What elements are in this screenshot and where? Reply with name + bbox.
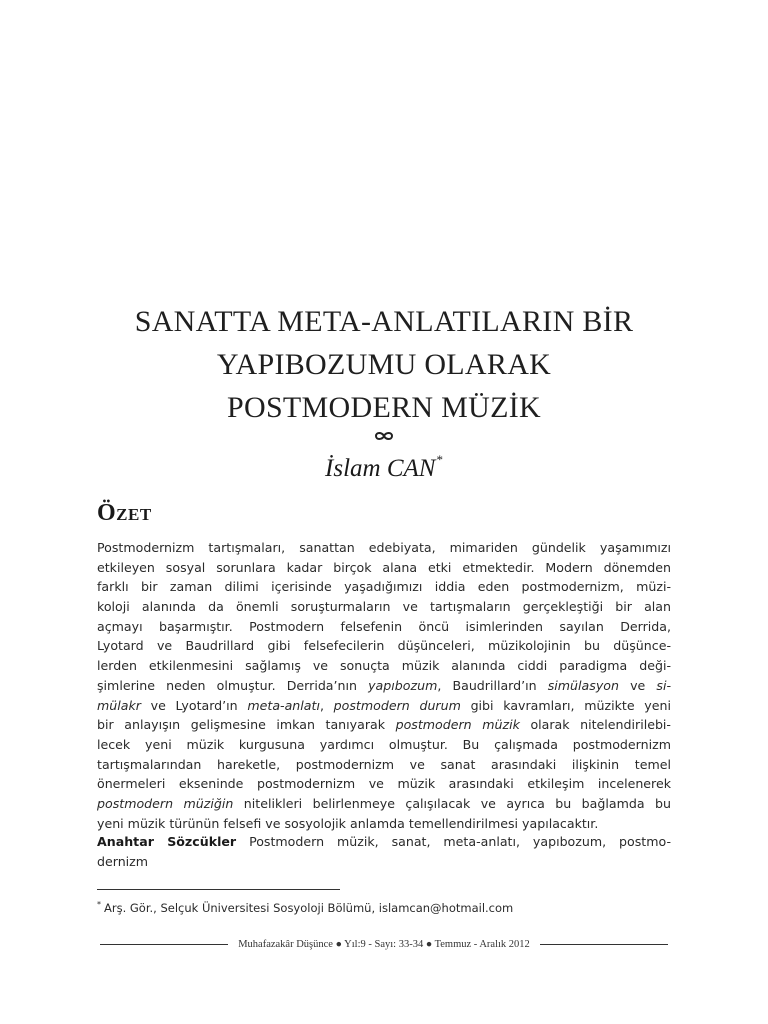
abstract-text: Derrida’nın: [286, 677, 369, 693]
abstract-text: ve Lyotard’ın: [140, 697, 248, 713]
abstract-line: farklı bir zaman dilimi içerisinde yaşadığımızı iddia eden postmodernizm, müzi-: [97, 579, 671, 595]
abstract-line: yeni müzik türünün felsefi ve sosyolojik anlamda temellendirilmesi yapılacaktır.: [97, 815, 599, 831]
term-postmodern-muzik: postmodern müzik: [395, 717, 520, 733]
article-title: [60, 300, 708, 429]
term-postmodern-durum: postmodern durum: [333, 697, 461, 713]
abstract-text: olarak nitelendirilebi-: [519, 717, 671, 733]
abstract-text: nitelikleri belirlenmeye çalışılacak ve ayrıca bu bağlamda bu: [233, 795, 671, 811]
ornament-glyph: [373, 430, 395, 442]
abstract-line: [97, 676, 671, 696]
abstract-line: tartışmalarından hareketle, postmodernizm ve sanat arasındaki ilişkinin temel: [97, 756, 671, 772]
footer-rule-right: [540, 944, 668, 945]
term-yapibozum: yapıbozum: [368, 677, 438, 693]
abstract-body: [97, 538, 671, 833]
abstract-line: etkileyen sosyal sorunlara kadar birçok alana etki etmektedir. Modern dönemden: [97, 559, 671, 575]
ornament-icon: [364, 427, 404, 447]
abstract-text: ,: [319, 697, 334, 713]
keywords-list: Postmodern müzik, sanat, meta-anlatı, yapıbozum, postmo-: [236, 834, 672, 849]
term-meta-anlati: meta-anlatı: [247, 697, 320, 713]
footnote-divider: [97, 889, 340, 890]
keywords-label: Anahtar Sözcükler: [97, 834, 237, 849]
footer-rule-left: [100, 944, 228, 945]
author-name-text: İslam CAN: [325, 455, 436, 482]
author-name: [200, 452, 568, 483]
footnote-text: Arş. Gör., Selçuk Üniversitesi Sosyoloji Bölümü, islamcan@hotmail.com: [104, 901, 514, 915]
term-simulasyon: simülasyon: [547, 677, 619, 693]
abstract-text: bir anlayışın gelişmesine imkan tanıyarak: [97, 717, 396, 733]
abstract-text: , Baudrillard’ın: [437, 677, 548, 693]
title-line-3: POSTMODERN MÜZİK: [227, 391, 541, 424]
abstract-line: [97, 696, 671, 716]
term-simulakr-part: si-: [656, 677, 671, 693]
abstract-line: Lyotard ve Baudrillard gibi felsefecilerin düşünceleri, müzikolojinin bu düşünce-: [97, 638, 671, 654]
term-simulakr-rest: mülakr: [97, 697, 141, 713]
abstract-text: şimlerine neden olmuştur.: [97, 677, 276, 693]
abstract-line: lecek yeni müzik kurgusuna yardımcı olmuştur. Bu çalışmada postmodernizm: [97, 736, 671, 752]
abstract-text: gibi kavramları, müzikte yeni: [460, 697, 671, 713]
footnote-mark: *: [97, 900, 101, 909]
title-line-1: SANATTA META-ANLATILARIN BİR: [134, 305, 634, 338]
abstract-line: açmayı başarmıştır. Postmodern felsefenin öncü isimlerinden sayılan Derrida,: [97, 618, 671, 634]
abstract-heading: Özet: [97, 500, 152, 526]
keywords-line: [97, 832, 671, 852]
keywords-line: dernizm: [97, 853, 149, 869]
abstract-line: [97, 794, 671, 814]
footnote: [97, 900, 657, 915]
abstract-line: lerden etkilenmesini sağlamış ve sonuçta müzik alanında ciddi paradigma deği-: [97, 658, 671, 674]
abstract-line: önermeleri ekseninde postmodernizm ve müzik arasındaki etkileşim incelenerek: [97, 776, 671, 792]
abstract-text: ve: [618, 677, 657, 693]
abstract-line: Postmodernizm tartışmaları, sanattan edebiyata, mimariden gündelik yaşamımızı: [97, 540, 671, 555]
page-footer: [100, 939, 668, 950]
title-line-2: YAPIBOZUMU OLARAK: [216, 348, 552, 381]
term-postmodern-muzigin: postmodern müziğin: [97, 795, 234, 811]
keywords: [97, 832, 671, 871]
author-footnote-mark: *: [436, 452, 443, 467]
abstract-line: [97, 715, 671, 735]
abstract-line: koloji alanında da önemli soruşturmaların ve tartışmaların gerçekleştiği bir alan: [97, 599, 671, 615]
journal-info: Muhafazakâr Düşünce ● Yıl:9 - Sayı: 33-34 ● Temmuz - Aralık 2012: [238, 939, 530, 950]
